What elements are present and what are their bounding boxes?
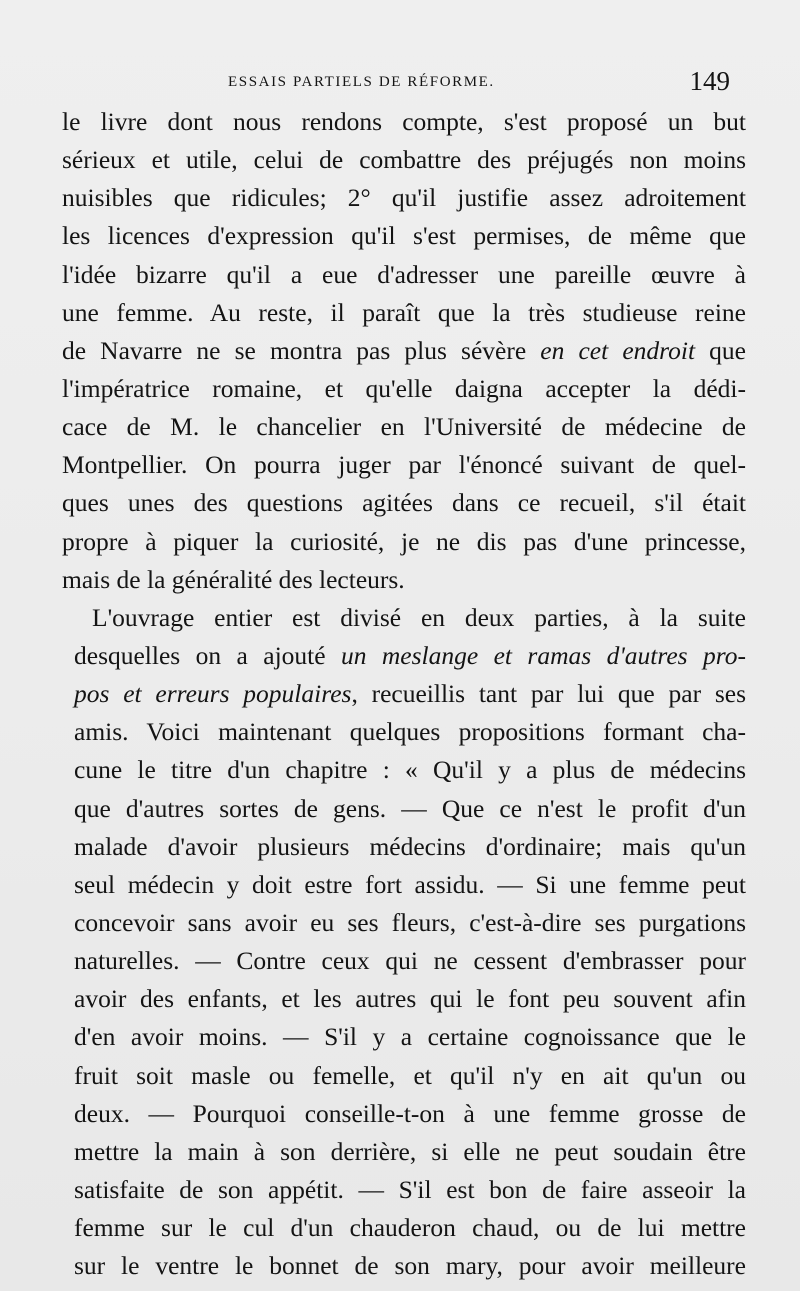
text-line: que d'autres sortes de gens. — Que ce n'est le profit d'un — [74, 793, 746, 823]
text-line: propre à piquer la curiosité, je ne dis pas d'une princesse, — [62, 526, 746, 556]
text-line: sérieux et utile, celui de combattre des préjugés non moins — [62, 145, 746, 175]
text-run: que — [695, 335, 746, 365]
text-line: l'impératrice romaine, et qu'elle daigna accepter la dédi- — [62, 373, 746, 403]
text-line: seul médecin y doit estre fort assidu. — Si une femme peut — [74, 869, 746, 899]
text-line: mettre la main à son derrière, si elle ne peut soudain être — [74, 1136, 746, 1166]
text-line: femme sur le cul d'un chauderon chaud, ou de lui mettre — [74, 1213, 746, 1243]
body-text — [62, 103, 746, 1285]
text-line: cune le titre d'un chapitre : « Qu'il y a plus de médecins — [74, 755, 746, 785]
italic-phrase: pos et erreurs populaires — [74, 679, 352, 709]
text-line: satisfaite de son appétit. — S'il est bon de faire asseoir la — [74, 1174, 746, 1204]
text-line: amis. Voici maintenant quelques propositions formant cha- — [74, 717, 746, 747]
text-line: fruit soit masle ou femelle, et qu'il n'y en ait qu'un ou — [74, 1060, 746, 1090]
text-line: malade d'avoir plusieurs médecins d'ordinaire; mais qu'un — [74, 831, 746, 861]
italic-phrase: en cet endroit — [540, 335, 696, 365]
text-line: cace de M. le chancelier en l'Université de médecine de — [62, 412, 746, 442]
page-header — [60, 66, 740, 100]
running-title: ESSAIS PARTIELS DE RÉFORME. — [228, 74, 495, 90]
text-line: sur le ventre le bonnet de son mary, pour avoir meilleure — [74, 1251, 746, 1281]
text-line: les licences d'expression qu'il s'est permises, de même que — [62, 221, 746, 251]
text-line: ques unes des questions agitées dans ce recueil, s'il était — [62, 488, 746, 518]
text-line: une femme. Au reste, il paraît que la très studieuse reine — [62, 297, 746, 327]
text-line: l'idée bizarre qu'il a eue d'adresser une pareille œuvre à — [62, 259, 746, 289]
page-number: 149 — [689, 66, 730, 96]
paragraph-last-line: mais de la généralité des lecteurs. — [62, 564, 405, 594]
text-line: le livre dont nous rendons compte, s'est proposé un but — [62, 107, 746, 136]
text-line — [62, 332, 746, 370]
text-line — [62, 675, 746, 713]
text-line: d'en avoir moins. — S'il y a certaine cognoissance que le — [74, 1022, 746, 1052]
text-line: avoir des enfants, et les autres qui le font peu souvent afin — [74, 984, 746, 1014]
text-line: naturelles. — Contre ceux qui ne cessent d'embrasser pour — [74, 946, 746, 976]
text-line: concevoir sans avoir eu ses fleurs, c'est-à-dire ses purgations — [74, 907, 746, 937]
italic-phrase: un meslange et ramas d'autres pro- — [340, 640, 746, 670]
text-line: deux. — Pourquoi conseille-t-on à une femme grosse de — [74, 1098, 746, 1128]
paragraph-first-line: L'ouvrage entier est divisé en deux parties, à la suite — [92, 602, 746, 632]
text-run: desquelles on a ajouté — [74, 640, 341, 670]
text-line — [62, 637, 746, 675]
text-run: , recueillis tant par lui que par ses — [351, 679, 746, 709]
text-run: de Navarre ne se montra pas plus sévère — [62, 335, 541, 365]
text-line: Montpellier. On pourra juger par l'énoncé suivant de quel- — [62, 450, 746, 480]
text-line: nuisibles que ridicules; 2° qu'il justifie assez adroitement — [62, 183, 746, 213]
